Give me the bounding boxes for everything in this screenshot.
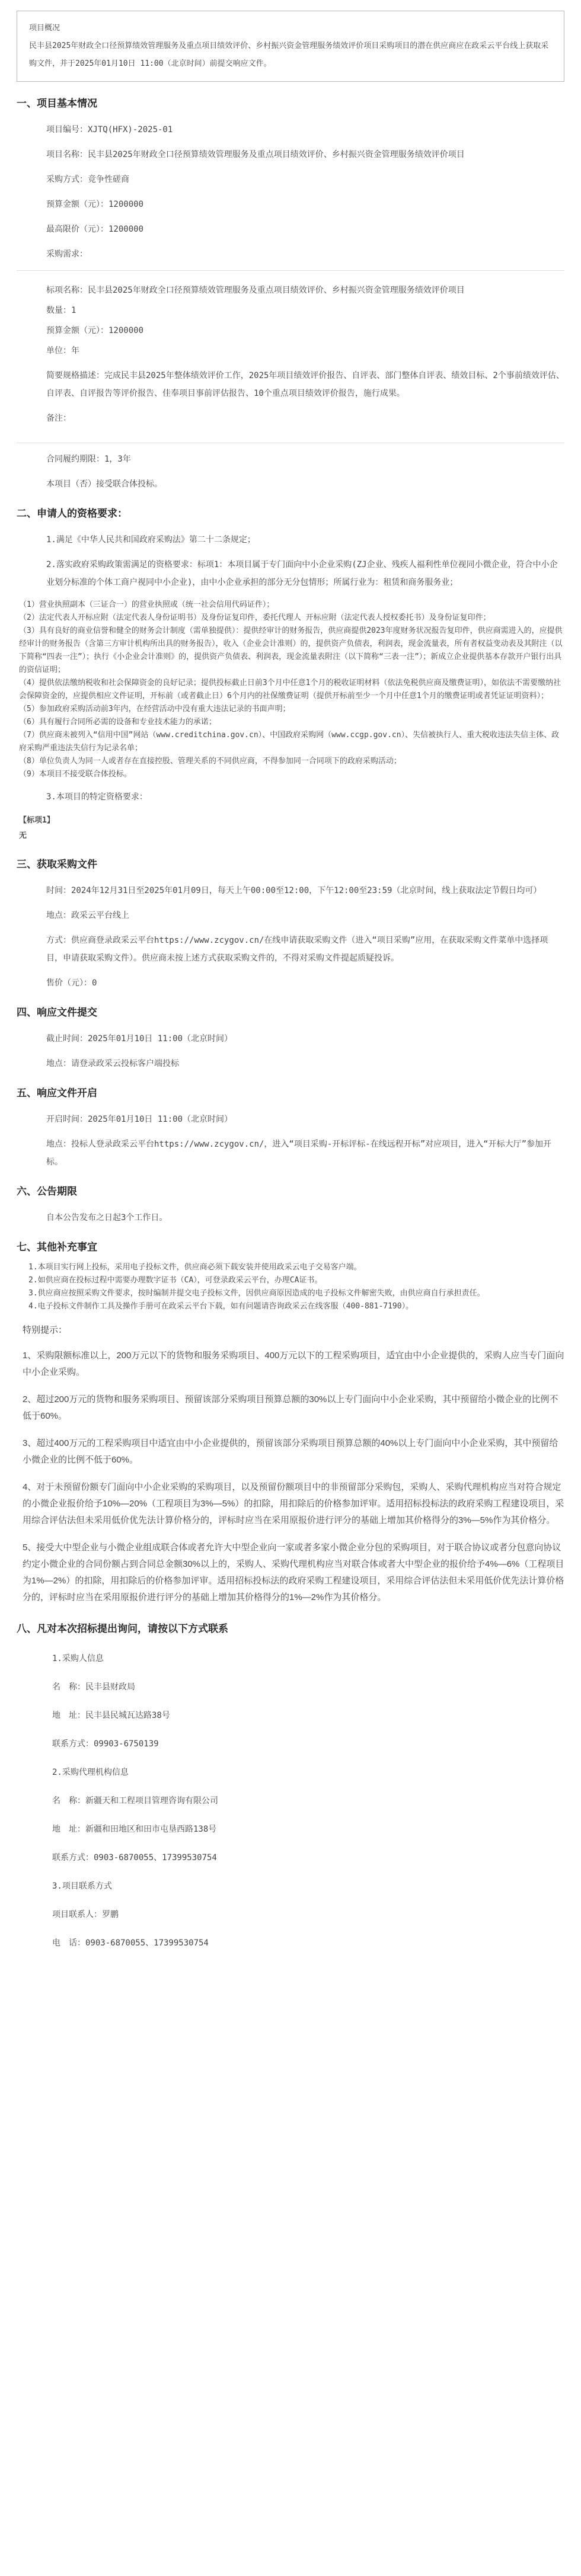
section6-title: 六、公告期限	[17, 1186, 77, 1197]
agent-phone: 联系方式：0903-6870055、17399530754	[52, 1853, 217, 1863]
procurement-method: 采购方式：竞争性磋商	[46, 175, 129, 184]
section3-body	[17, 882, 564, 992]
special-notice-5: 5、接受大中型企业与小微企业组成联合体或者允许大中型企业向一家或者多家小微企业分包的采购项目，对于联合协议或者分包意向协议约定小微企业的合同份额占到合同总金额30%以上的，采购人、采购代理机构应当对联合体或者大中型企业的报价给予4%—6%（工程项目为1%—2%）的扣除，用扣除后的价格参加评审。适用招标投标法的政府采购工程建设项目，采用综合评估法但未采用低价优先法计算价格分的，评标时应当在采用原报价进行评分的基础上增加其价格得分的1%—2%作为其价格分。	[23, 1543, 564, 1602]
section1-body	[17, 121, 564, 493]
project-contact-phone: 电 话：0903-6870055、17399530754	[52, 1938, 209, 1948]
get-docs-method: 方式：供应商登录政采云平台https://www.zcygov.cn/在线申请获取采购文件（进入“项目采购”应用，在获取采购文件菜单中选择项目，申请获取采购文件）。供应商未按上述方式获取采购文件的，不得对采购文件提起质疑投诉。	[46, 936, 548, 963]
section4-body	[17, 1030, 564, 1073]
qualification-1: 1.满足《中华人民共和国政府采购法》第二十二条规定；	[46, 535, 256, 545]
buyer-name: 名 称：民丰县财政局	[52, 1682, 135, 1692]
special-notice-4: 4、对于未预留份额专门面向中小企业采购的采购项目，以及预留份额项目中的非预留部分采购包，采购人、采购代理机构应当对符合规定的小微企业报价给予10%—20%（工程项目为3%—5%）的扣除，用扣除后的价格参加评审。适用招标投标法的政府采购工程建设项目，采用综合评估法但未采用低价优先法计算价格分的，评标时应当在采用原报价进行评分的基础上增加其价格得分的3%—5%作为其价格分。	[23, 1482, 564, 1525]
lot-brief-spec: 简要规格描述：完成民丰县2025年整体绩效评价工作，2025年项目绩效评价报告、自评表、部门整体自评表、绩效目标、2个事前绩效评估、自评表、自评报告等评价报告、佳奉项目事前评估报告、10个重点项目绩效评价报告，施行成果。	[46, 371, 564, 398]
agent-name: 名 称：新疆天和工程项目管理咨询有限公司	[52, 1796, 218, 1806]
special-notice-title: 特别提示：	[23, 1325, 68, 1335]
lot-details-box	[17, 270, 564, 443]
get-docs-price: 售价（元）：0	[46, 978, 97, 988]
section4-title: 四、响应文件提交	[17, 1007, 97, 1018]
lot-budget: 预算金额（元）：1200000	[46, 326, 144, 335]
get-docs-time: 时间：2024年12月31日至2025年01月09日，每天上午00:00至12:00，下午12:00至23:59（北京时间，线上获取法定节假日均可）	[46, 886, 542, 895]
project-name: 项目名称：民丰县2025年财政全口径预算绩效管理服务及重点项目绩效评价、乡村振兴资金管理服务绩效评价项目	[46, 150, 465, 159]
lot-1-special-requirement: 【标项1】 无	[19, 816, 55, 840]
contract-period: 合同履约期限：1，3年	[46, 455, 131, 464]
section7-body	[17, 1261, 564, 1608]
announcement-period: 自本公告发布之日起3个工作日。	[46, 1213, 168, 1223]
special-notice-3: 3、超过400万元的工程采购项目中适宜由中小企业提供的，预留该部分采购项目预算总额的40%以上专门面向中小企业采购，其中预留给小微企业的比例不低于60%。	[23, 1438, 558, 1465]
opening-time: 开启时间：2025年01月10日 11:00（北京时间）	[46, 1115, 233, 1124]
section3-title: 三、获取采购文件	[17, 859, 97, 870]
opening-place: 地点：投标人登录政采云平台https://www.zcygov.cn/，进入“项目采购-开标评标-在线远程开标”对应项目，进入“开标大厅”参加开标。	[46, 1140, 552, 1167]
section8-body	[17, 1650, 564, 1952]
project-number: 项目编号：XJTQ(HFX)-2025-01	[46, 125, 173, 135]
lot-unit: 单位：年	[46, 346, 79, 356]
section8-title: 八、凡对本次招标提出询问，请按以下方式联系	[17, 1623, 228, 1634]
supplementary-notes: 1.本项目实行网上投标，采用电子投标文件，供应商必须下载安装并使用政采云电子交易客户端。 2.如供应商在投标过程中需要办理数字证书（CA），可登录政采云平台，办理CA证书。 3.供应商应按照采购文件要求，按时编制并提交电子投标文件，因供应商原因造成的电子投标文件解密失败，由供应商自行承担责任。 4.电子投标文件制作工具及操作手册可在政采云平台下载，如有问题请咨询政采云在线客服（400-881-7190）。	[28, 1263, 485, 1311]
submit-place: 地点：请登录政采云投标客户端投标	[46, 1059, 179, 1068]
needs-label: 采购需求：	[46, 249, 88, 259]
section5-title: 五、响应文件开启	[17, 1087, 97, 1099]
section2-title: 二、申请人的资格要求：	[17, 508, 127, 519]
section2-body	[17, 531, 564, 844]
overview-text: 民丰县2025年财政全口径预算绩效管理服务及重点项目绩效评价、乡村振兴资金管理服务绩效评价项目采购项目的潜在供应商应在政采云平台线上获取采购文件，并于2025年01月10日 11:00（北京时间）前提交响应文件。	[29, 41, 549, 68]
buyer-info-title: 1.采购人信息	[52, 1654, 104, 1663]
agent-info-title: 2.采购代理机构信息	[52, 1768, 129, 1777]
lot-remarks: 备注：	[46, 414, 71, 423]
max-price: 最高限价（元）：1200000	[46, 225, 144, 234]
buyer-address: 地 址：民丰县民城瓦达路38号	[52, 1711, 170, 1720]
section5-body	[17, 1111, 564, 1171]
special-notice-1: 1、采购限额标准以上，200万元以下的货物和服务采购项目、400万元以下的工程采购项目，适宜由中小企业提供的，采购人应当专门面向中小企业采购。	[23, 1351, 564, 1377]
submit-deadline: 截止时间：2025年01月10日 11:00（北京时间）	[46, 1034, 233, 1044]
project-contact-person: 项目联系人：罗鹏	[52, 1910, 119, 1919]
project-contact-title: 3.项目联系方式	[52, 1881, 112, 1891]
project-overview-box	[17, 11, 564, 82]
overview-title: 项目概况	[29, 24, 60, 33]
consortium-policy: 本项目（否）接受联合体投标。	[46, 479, 162, 489]
qualification-3: 3.本项目的特定资格要求：	[46, 792, 148, 802]
qualification-2: 2.落实政府采购政策需满足的资格要求：标项1：本项目属于专门面向中小企业采购(ZJ企业、残疾人福利性单位视同小微企业，符合中小企业划分标准的个体工商户视同中小企业)，由中小企业承担的部分无分包情形；所属行业为：租赁和商务服务业；	[46, 560, 558, 587]
lot-quantity: 数量：1	[46, 306, 76, 315]
lot-name: 标项名称：民丰县2025年财政全口径预算绩效管理服务及重点项目绩效评价、乡村振兴资金管理服务绩效评价项目	[46, 286, 465, 295]
buyer-phone: 联系方式：09903-6750139	[52, 1739, 159, 1749]
section1-title: 一、项目基本情况	[17, 98, 97, 109]
section6-body	[17, 1209, 564, 1227]
budget-amount: 预算金额（元）：1200000	[46, 200, 144, 209]
agent-address: 地 址：新疆和田地区和田市屯垦西路138号	[52, 1825, 217, 1834]
get-docs-place: 地点：政采云平台线上	[46, 911, 129, 920]
special-notice-2: 2、超过200万元的货物和服务采购项目、预留该部分采购项目预算总额的30%以上专门面向中小企业采购，其中预留给小微企业的比例不低于60%。	[23, 1394, 558, 1421]
qualification-details: （1）营业执照副本（三证合一）的营业执照或（统一社会信用代码证件）； （2）法定代表人开标应附（法定代表人身份证明书）及身份证复印件，委托代理人 开标应附（法定代表人授权委托书）及身份证复印件； （3）具有良好的商业信誉和健全的财务会计制度（需单独提供）：提供经审计的财务报告，供应商提供2023年度财务状况报告复印件，供应商需进入的，应提供经审计的财务报告（含第三方审计机构所出具的财务报告），收入（企业会计准则）的，提供资产负债表，利润表，现金流量表，所有者权益变动表及其附注（以下简称“四表一注”）；执行《小企业会计准则》的，提供资产负债表、利润表，现金流量表附注（以下简称“三表一注”）；新成立企业提供基本存款开户银行出具的资信证明； （4）提供依法缴纳税收和社会保障资金的良好记录；提供投标截止日前3个月中任意1个月的税收证明材料（依法免税供应商及缴费证明），如依法不需要缴纳社会保障资金的，应提供相应文件证明，开标前（或者截止日）6个月内的社保缴费证明（提供开标前至少一个月中任意1个月的缴费证明或者凭证证明资料）； （5）参加政府采购活动前3年内，在经营活动中没有重大违法记录的书面声明； （6）具有履行合同所必需的设备和专业技术能力的承诺； （7）供应商未被列入“信用中国”网站（www.creditchina.gov.cn）、中国政府采购网（www.ccgp.gov.cn）、失信被执行人、重大税收违法失信主体、政府采购严重违法失信行为记录名单； （8）单位负责人为同一人或者存在直接控股、管理关系的不同供应商，不得参加同一合同项下的政府采购活动； （9）本项目不接受联合体投标。	[19, 600, 563, 779]
section7-title: 七、其他补充事宜	[17, 1241, 97, 1253]
